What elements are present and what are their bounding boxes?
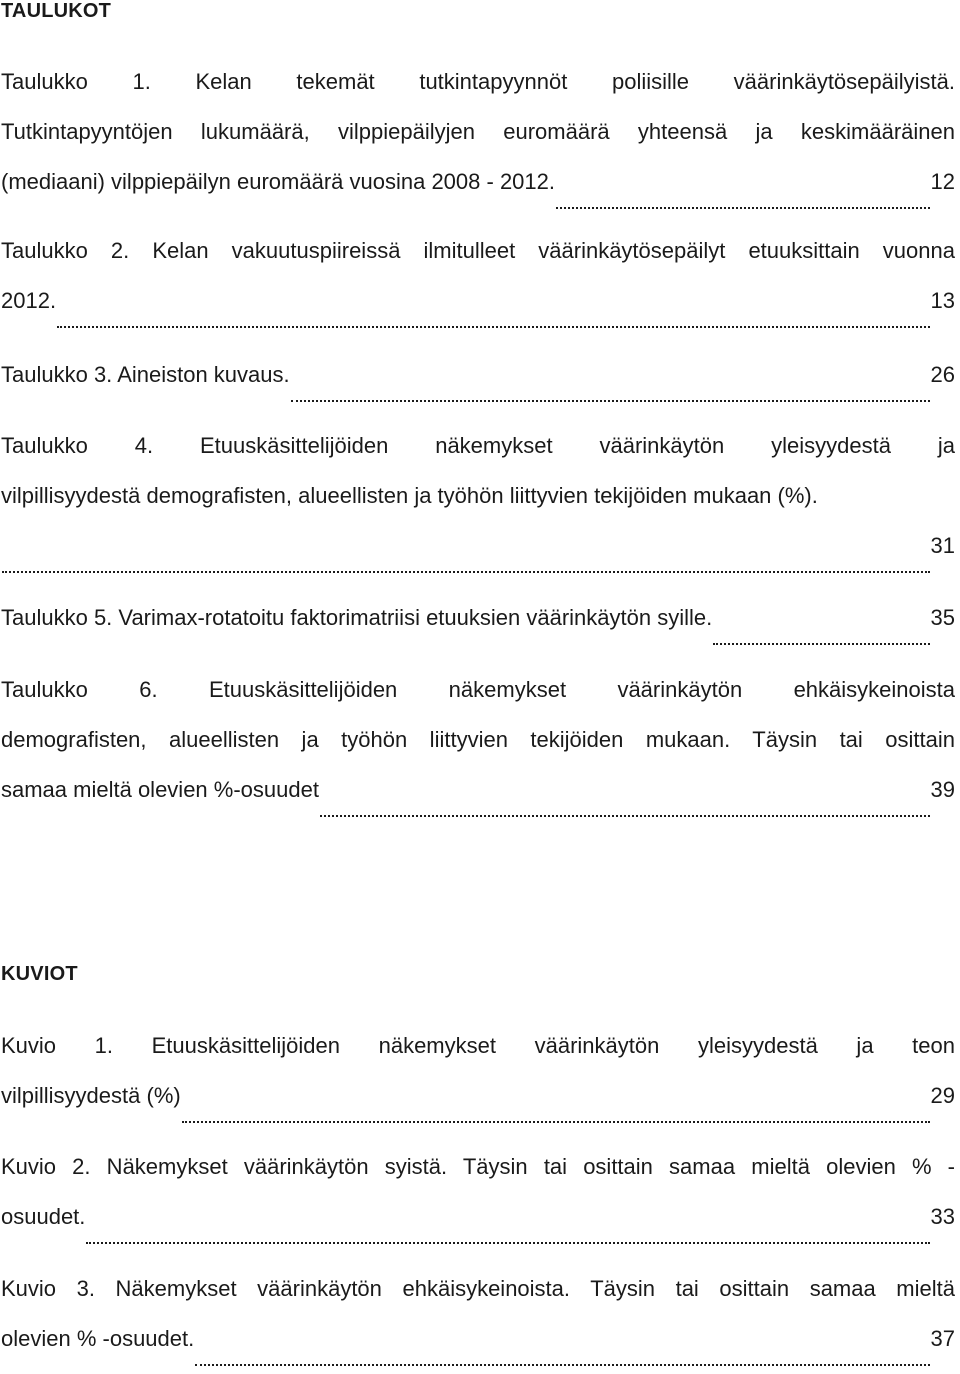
- page-number: 33: [930, 1204, 955, 1229]
- entry-line: Taulukko 2. Kelan vakuutuspiireissä ilmitulleet väärinkäytösepäilyt etuuksittain vuonna: [1, 238, 955, 263]
- page-number: 13: [930, 288, 955, 313]
- dot-leader: [57, 325, 929, 328]
- entry-last-line: [1, 286, 955, 336]
- entry-last-line: [1, 1081, 955, 1131]
- entry-last-line: [1, 1202, 955, 1252]
- entry-line: Kuvio 3. Näkemykset väärinkäytön ehkäisykeinoista. Täysin tai osittain samaa mieltä: [1, 1276, 955, 1301]
- page-number: 31: [930, 533, 955, 558]
- page-number: 29: [930, 1083, 955, 1108]
- entry-last-line: [1, 360, 955, 410]
- table-entry-5[interactable]: [1, 603, 955, 653]
- dot-leader: [556, 206, 930, 209]
- page-number: 35: [930, 605, 955, 630]
- dot-leader: [291, 399, 930, 402]
- tables-heading: TAULUKOT: [1, 0, 112, 22]
- dot-leader: [195, 1363, 929, 1366]
- page-number: 39: [930, 777, 955, 802]
- dot-leader: [2, 570, 930, 573]
- page-number: 26: [930, 362, 955, 387]
- entry-text: vilpillisyydestä (%): [1, 1083, 181, 1108]
- dot-leader: [713, 642, 929, 645]
- entry-line: Tutkintapyyntöjen lukumäärä, vilppiepäilyjen euromäärä yhteensä ja keskimääräinen: [1, 119, 955, 144]
- entry-last-line: [1, 1324, 955, 1374]
- entry-last-line: [1, 167, 955, 217]
- entry-text: (mediaani) vilppiepäilyn euromäärä vuosina 2008 - 2012.: [1, 169, 555, 194]
- entry-line: demografisten, alueellisten ja työhön liittyvien tekijöiden mukaan. Täysin tai osittain: [1, 727, 955, 752]
- entry-text: olevien % -osuudet.: [1, 1326, 195, 1351]
- entry-line: Taulukko 1. Kelan tekemät tutkintapyynnöt poliisille väärinkäytösepäilyistä.: [1, 69, 955, 94]
- entry-last-line: [1, 531, 955, 581]
- page-number: 12: [930, 169, 955, 194]
- figure-entry-2[interactable]: [1, 1152, 955, 1252]
- table-entry-3[interactable]: [1, 360, 955, 410]
- dot-leader: [320, 814, 930, 817]
- entry-text: Taulukko 5. Varimax-rotatoitu faktorimatriisi etuuksien väärinkäytön syille.: [1, 605, 713, 630]
- table-entry-2[interactable]: [1, 236, 955, 336]
- entry-text: 2012.: [1, 288, 57, 313]
- table-entry-4[interactable]: [1, 431, 955, 581]
- entry-last-line: [1, 603, 955, 653]
- entry-text: Taulukko 3. Aineiston kuvaus.: [1, 362, 290, 387]
- table-entry-1[interactable]: [1, 67, 955, 217]
- entry-line: Kuvio 2. Näkemykset väärinkäytön syistä. Täysin tai osittain samaa mieltä olevien % -: [1, 1154, 955, 1179]
- figures-heading: KUVIOT: [1, 963, 78, 985]
- entry-last-line: [1, 775, 955, 825]
- entry-line: Taulukko 6. Etuuskäsittelijöiden näkemykset väärinkäytön ehkäisykeinoista: [1, 677, 955, 702]
- figure-entry-3[interactable]: [1, 1274, 955, 1374]
- entry-line: Taulukko 4. Etuuskäsittelijöiden näkemykset väärinkäytön yleisyydestä ja: [1, 433, 955, 458]
- figure-entry-1[interactable]: [1, 1031, 955, 1131]
- table-entry-6[interactable]: [1, 675, 955, 825]
- entry-line: Kuvio 1. Etuuskäsittelijöiden näkemykset väärinkäytön yleisyydestä ja teon: [1, 1033, 955, 1058]
- entry-line: vilpillisyydestä demografisten, alueellisten ja työhön liittyvien tekijöiden mukaan (%).: [1, 483, 818, 508]
- dot-leader: [86, 1241, 929, 1244]
- dot-leader: [182, 1120, 930, 1123]
- entry-text: osuudet.: [1, 1204, 86, 1229]
- entry-text: samaa mieltä olevien %-osuudet: [1, 777, 319, 802]
- page-number: 37: [930, 1326, 955, 1351]
